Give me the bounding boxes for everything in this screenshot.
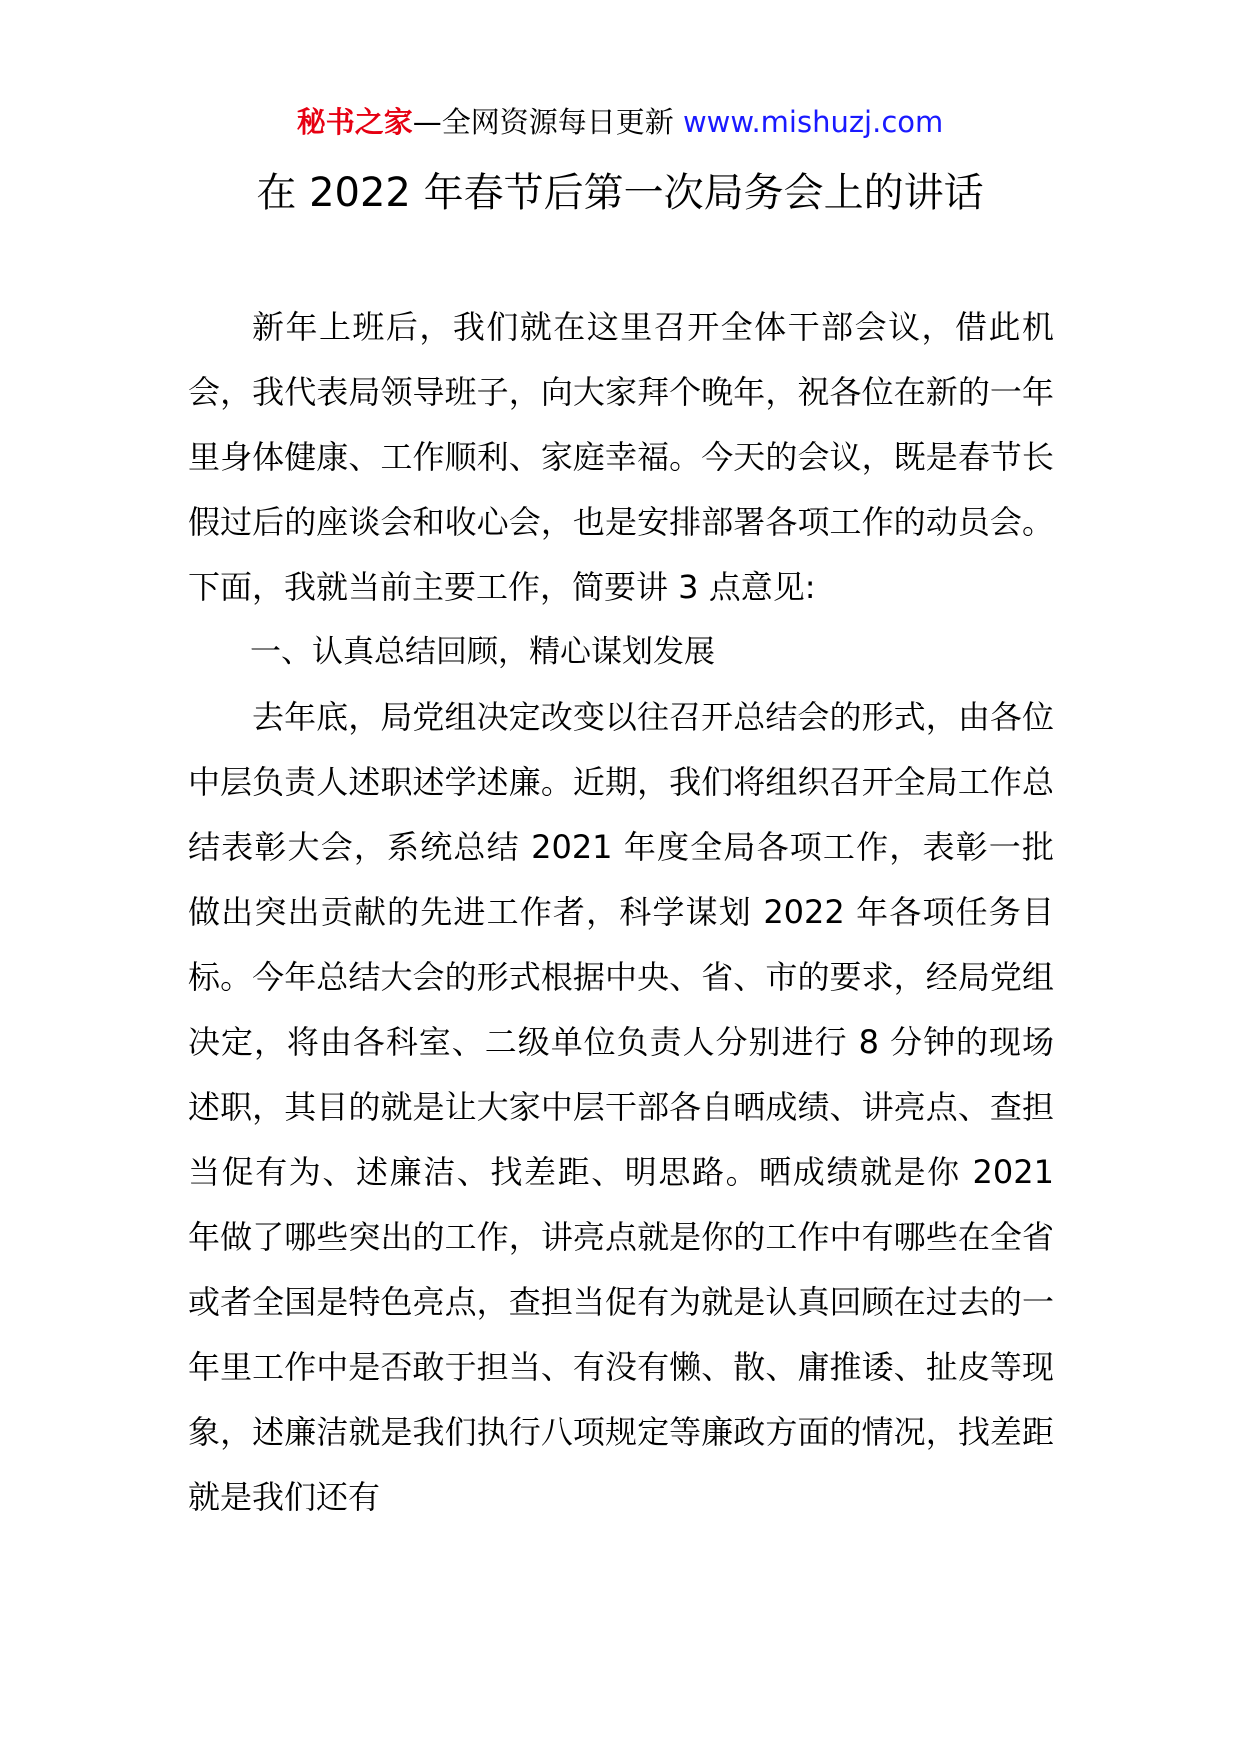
site-tagline: —全网资源每日更新	[412, 105, 683, 139]
document-title: 在 2022 年春节后第一次局务会上的讲话	[256, 170, 984, 216]
section-1-paragraph: 去年底，局党组决定改变以往召开总结会的形式，由各位中层负责人述职述学述廉。近期，我们将组织召开全局工作总结表彰大会，系统总结 2021 年度全局各项工作，表彰一批做出突出贡献的先进工作者，科学谋划 2022 年各项任务目标。今年总结大会的形式根据中央、省、市的要求，经局党组决定，将由各科室、二级单位负责人分别进行 8 分钟的现场述职，其目的就是让大家中层干部各自晒成绩、讲亮点、查担当促有为、述廉洁、找差距、明思路。晒成绩就是你 2021 年做了哪些突出的工作，讲亮点就是你的工作中有哪些在全省或者全国是特色亮点，查担当促有为就是认真回顾在过去的一年里工作中是否敢于担当、有没有懒、散、庸推诿、扯皮等现象，述廉洁就是我们执行八项规定等廉政方面的情况，找差距就是我们还有	[188, 698, 1054, 1516]
site-url-link[interactable]: www.mishuzj.com	[682, 105, 944, 139]
intro-paragraph: 新年上班后，我们就在这里召开全体干部会议，借此机会，我代表局领导班子，向大家拜个晚年，祝各位在新的一年里身体健康、工作顺利、家庭幸福。今天的会议，既是春节长假过后的座谈会和收心会，也是安排部署各项工作的动员会。下面，我就当前主要工作，简要讲 3 点意见:	[188, 308, 1054, 606]
site-header	[0, 102, 1240, 142]
section-heading-1: 一、认真总结回顾，精心谋划发展	[250, 634, 715, 670]
document-body	[188, 295, 1054, 1530]
site-brand: 秘书之家	[296, 105, 413, 139]
